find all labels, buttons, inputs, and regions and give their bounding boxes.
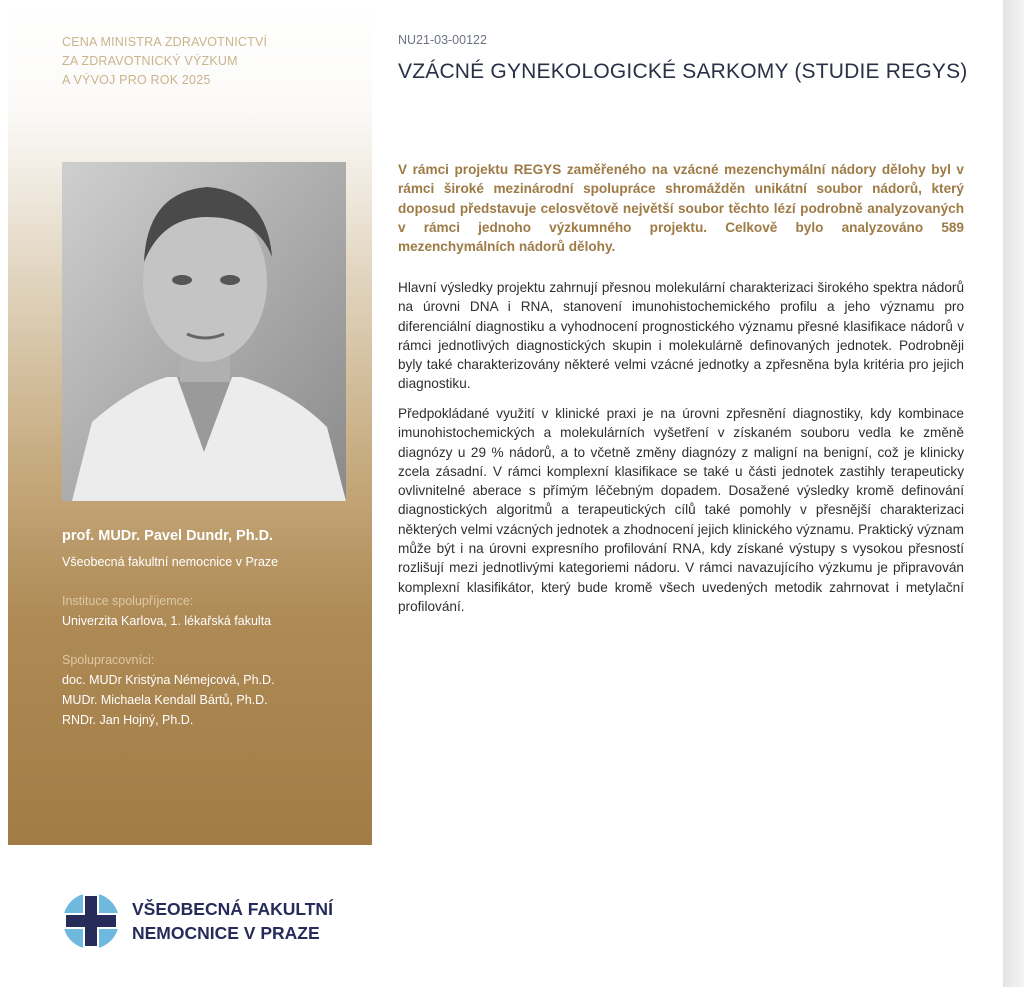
cross-logo-icon [62, 892, 120, 950]
project-code: NU21-03-00122 [398, 33, 487, 47]
person-name: prof. MUDr. Pavel Dundr, Ph.D. [62, 528, 274, 544]
hospital-logo [62, 892, 333, 950]
page-title: VZÁCNÉ GYNEKOLOGICKÉ SARKOMY (STUDIE REGYS) [398, 60, 968, 83]
logo-text [132, 897, 333, 945]
award-line: ZA ZDRAVOTNICKÝ VÝZKUM [62, 54, 238, 68]
award-line: CENA MINISTRA ZDRAVOTNICTVÍ [62, 35, 268, 49]
co-recipient-label: Instituce spolupříjemce: [62, 594, 194, 608]
page-edge [1003, 0, 1024, 987]
collaborator: MUDr. Michaela Kendall Bártů, Ph.D. [62, 693, 268, 707]
logo-line: NEMOCNICE V PRAZE [132, 923, 320, 943]
co-recipient: Univerzita Karlova, 1. lékařská fakulta [62, 614, 272, 628]
collaborator: RNDr. Jan Hojný, Ph.D. [62, 713, 194, 727]
award-line: A VÝVOJ PRO ROK 2025 [62, 73, 211, 87]
collaborator: doc. MUDr Kristýna Némejcová, Ph.D. [62, 673, 275, 687]
person-institution: Všeobecná fakultní nemocnice v Praze [62, 555, 279, 569]
award-heading [62, 33, 267, 90]
logo-line: VŠEOBECNÁ FAKULTNÍ [132, 899, 333, 919]
lead-paragraph: V rámci projektu REGYS zaměřeného na vzácné mezenchymální nádory dělohy byl v rámci široké mezinárodní spolupráce shromážděn unikátní soubor nádorů, který doposud představuje celosvětově největší soubor těchto lézí podrobně analyzovaných v rámci jednoho výzkumného projektu. Celkově bylo analyzováno 589 mezenchymálních nádorů dělohy. [398, 162, 964, 255]
collaborators-label: Spolupracovníci: [62, 653, 155, 667]
body-paragraph: Hlavní výsledky projektu zahrnují přesnou molekulární charakterizaci širokého spektra nádorů na úrovni DNA i RNA, stanovení imunohistochemického profilu a jeho významu pro diferenciální diagnostiku a vyhodnocení prognostického významu přesné klasifikace nádorů v rámci jednotlivých diagnostických skupin i molekulárně definovaných jednotek. Podrobněji byly také charakterizovány některé velmi vzácné jednotky a zpřesněna byla kritéria pro jejich diagnostiku. [398, 280, 964, 392]
person-info [62, 528, 278, 730]
body-paragraph: Předpokládané využití v klinické praxi je na úrovni zpřesnění diagnostiky, kdy kombinace imunohistochemických a molekulárních vyšetření v získaném souboru vedla ke změně diagnózy u 29 % nádorů, a to včetně změny diagnózy z maligní na benigní, což je klinicky zcela zásadní. V rámci komplexní klasifikace se také u části jednotek zastihly terapeuticky ovlivnitelné aberace s přímým léčebným dopadem. Dosažené výsledky kromě definování diagnostických algoritmů a terapeutických cílů také pomohly v přesnější charakterizaci některých velmi vzácných jednotek a zhodnocení jejich klinického významu. Praktický význam může být i na úrovni expresního profilování RNA, kdy získané výstupy s vysokou přesností rozlišují mezi jednotlivými kategoriemi nádoru. V rámci navazujícího výzkumu je připravován komplexní klasifikátor, který bude kromě všech uvedených metodik zahrnovat i metylační profilování. [398, 406, 964, 614]
portrait-photo [62, 162, 346, 501]
